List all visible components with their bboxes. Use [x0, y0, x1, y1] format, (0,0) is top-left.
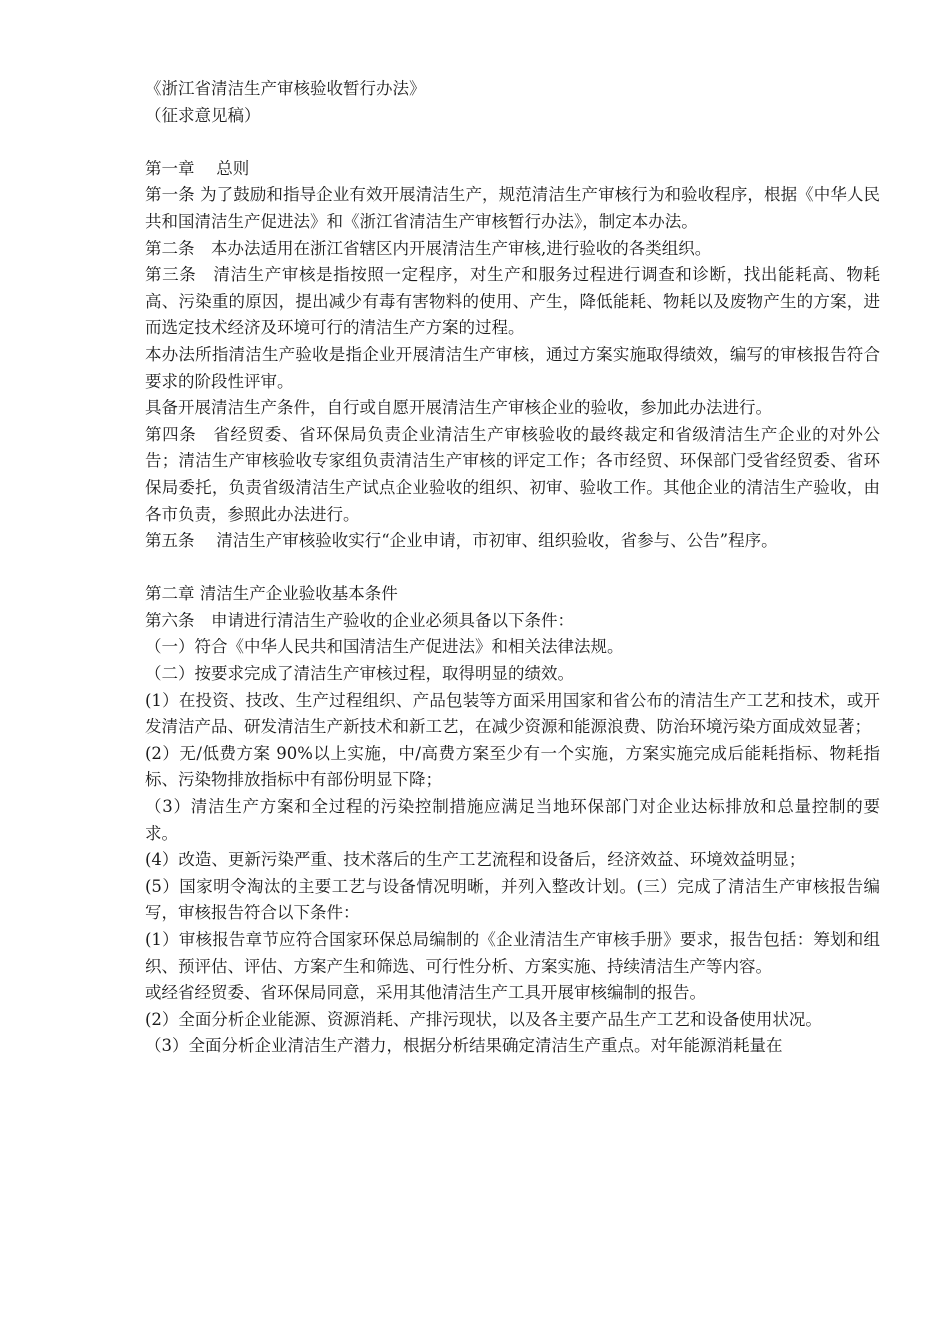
- condition-2-item-2: (2）无/低费方案 90%以上实施，中/高费方案至少有一个实施，方案实施完成后能耗指标、物耗指标、污染物排放指标中有部份明显下降；: [145, 743, 880, 790]
- condition-3-item-2: (2）全面分析企业能源、资源消耗、产排污现状，以及各主要产品生产工艺和设备使用状况。: [145, 1009, 822, 1029]
- document-subtitle: （征求意见稿）: [145, 105, 261, 125]
- condition-2: （二）按要求完成了清洁生产审核过程，取得明显的绩效。: [145, 664, 574, 684]
- condition-3-item-3: （3）全面分析企业清洁生产潜力，根据分析结果确定清洁生产重点。对年能源消耗量在: [145, 1036, 783, 1056]
- article-3: 第三条 清洁生产审核是指按照一定程序，对生产和服务过程进行调查和诊断，找出能耗高、物耗高、污染重的原因，提出减少有毒有害物料的使用、产生，降低能耗、物耗以及废物产生的方案，进而选定技术经济及环境可行的清洁生产方案的过程。: [145, 265, 880, 338]
- article-4: 第四条 省经贸委、省环保局负责企业清洁生产审核验收的最终裁定和省级清洁生产企业的对外公告；清洁生产审核验收专家组负责清洁生产审核的评定工作；各市经贸、环保部门受省经贸委、省环保局委托，负责省级清洁生产试点企业验收的组织、初审、验收工作。其他企业的清洁生产验收，由各市负责，参照此办法进行。: [145, 424, 880, 524]
- condition-3-alternative: 或经省经贸委、省环保局同意，采用其他清洁生产工具开展审核编制的报告。: [145, 983, 706, 1003]
- chapter-2-heading: 第二章 清洁生产企业验收基本条件: [145, 584, 398, 604]
- chapter-1-heading: 第一章 总则: [145, 158, 250, 178]
- article-6: 第六条 申请进行清洁生产验收的企业必须具备以下条件：: [145, 610, 574, 630]
- article-5: 第五条 清洁生产审核验收实行“企业申请，市初审、组织验收，省参与、公告”程序。: [145, 531, 778, 551]
- acceptance-definition: 本办法所指清洁生产验收是指企业开展清洁生产审核，通过方案实施取得绩效，编写的审核报告符合要求的阶段性评审。: [145, 344, 880, 391]
- condition-2-item-3: （3）清洁生产方案和全过程的污染控制措施应满足当地环保部门对企业达标排放和总量控制的要求。: [145, 797, 880, 843]
- document-page: [145, 76, 880, 1060]
- applicability-note: 具备开展清洁生产条件，自行或自愿开展清洁生产审核企业的验收，参加此办法进行。: [145, 398, 772, 418]
- article-1: 第一条 为了鼓励和指导企业有效开展清洁生产，规范清洁生产审核行为和验收程序，根据《中华人民共和国清洁生产促进法》和《浙江省清洁生产审核暂行办法》，制定本办法。: [145, 185, 880, 231]
- article-2: 第二条 本办法适用在浙江省辖区内开展清洁生产审核,进行验收的各类组织。: [145, 238, 712, 258]
- condition-2-item-1: (1）在投资、技改、生产过程组织、产品包装等方面采用国家和省公布的清洁生产工艺和技术，或开发清洁产品、研发清洁生产新技术和新工艺，在减少资源和能源浪费、防治环境污染方面成效显著；: [145, 690, 880, 737]
- condition-2-item-5: (5）国家明令淘汰的主要工艺与设备情况明晰，并列入整改计划。(三）完成了清洁生产审核报告编写，审核报告符合以下条件：: [145, 876, 880, 923]
- document-title: 《浙江省清洁生产审核验收暂行办法》: [145, 79, 426, 98]
- spacer: [145, 129, 880, 156]
- condition-1: （一）符合《中华人民共和国清洁生产促进法》和相关法律法规。: [145, 637, 624, 657]
- condition-2-item-4: (4）改造、更新污染严重、技术落后的生产工艺流程和设备后，经济效益、环境效益明显；: [145, 850, 806, 870]
- spacer: [145, 555, 880, 582]
- condition-3-item-1: (1）审核报告章节应符合国家环保总局编制的《企业清洁生产审核手册》要求，报告包括：筹划和组织、预评估、评估、方案产生和筛选、可行性分析、方案实施、持续清洁生产等内容。: [145, 930, 880, 976]
